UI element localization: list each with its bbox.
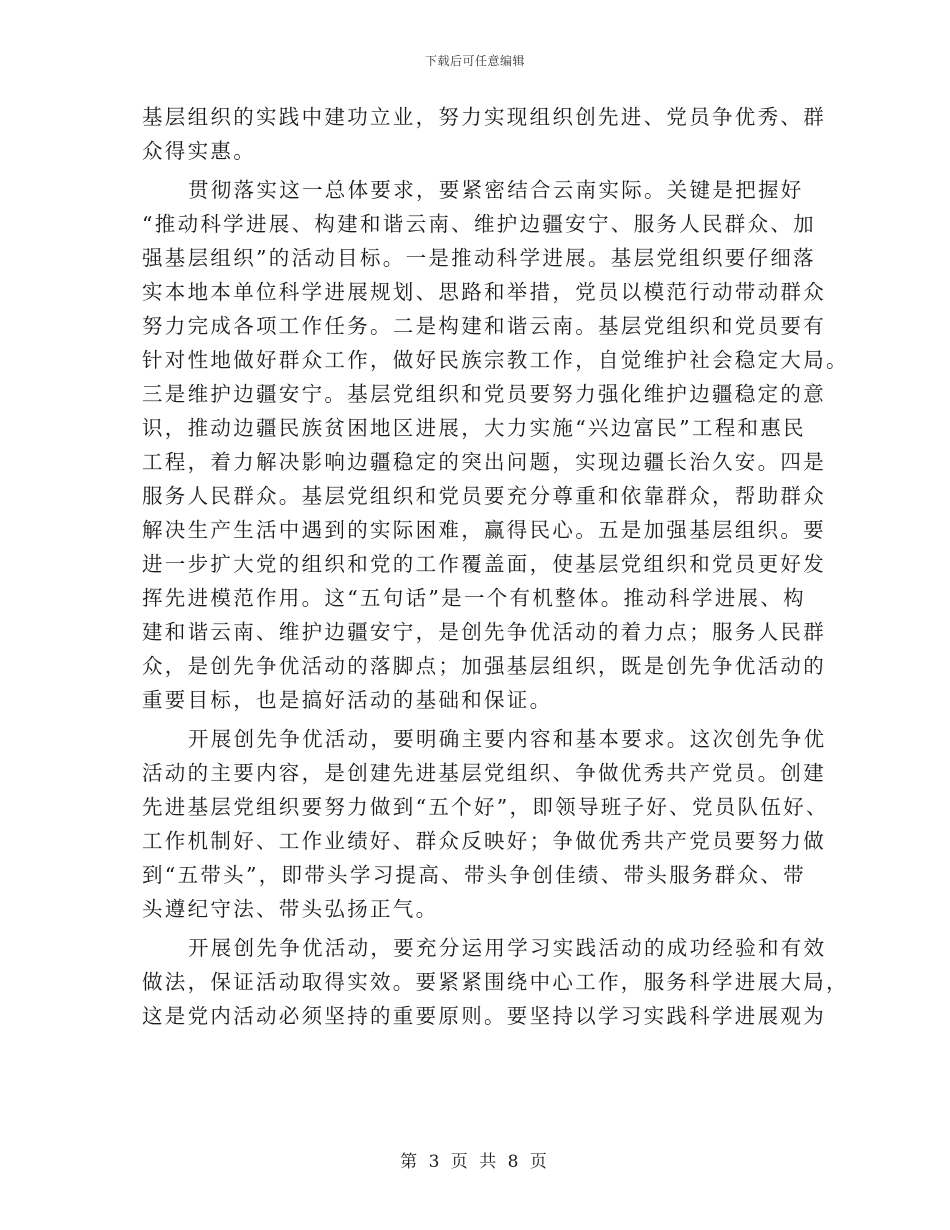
paragraph-2 [142,173,849,717]
text-line: 先进基层党组织要努力做到“五个好”，即领导班子好、党员队伍好、 [142,795,829,819]
text-line: 开展创先争优活动，要明确主要内容和基本要求。这次创先争优 [188,727,827,751]
text-line: 解决生产生活中遇到的实际困难，赢得民心。五是加强基层组织。要 [142,518,826,542]
paragraph-4 [142,931,849,1033]
text-line: 实本地本单位科学进展规划、思路和举措，党员以模范行动带动群众 [142,280,826,304]
text-line: 众，是创先争优活动的落脚点；加强基层组织，既是创先争优活动的 [142,654,826,678]
text-line: 基层组织的实践中建功立业，努力实现组织创先进、党员争优秀、群 [142,105,826,129]
text-line: 识，推动边疆民族贫困地区进展，大力实施“兴边富民”工程和惠民 [142,416,806,440]
paragraph-3 [142,722,829,926]
text-line: 三是维护边疆安宁。基层党组织和党员要努力强化维护边疆稳定的意 [142,382,826,406]
text-line: 强基层组织”的活动目标。一是推动科学进展。基层党组织要仔细落 [142,246,816,270]
text-line: 针对性地做好群众工作，做好民族宗教工作，自觉维护社会稳定大局。 [142,348,849,372]
text-line: 活动的主要内容，是创建先进基层党组织、争做优秀共产党员。创建 [142,761,826,785]
text-line: 工程，着力解决影响边疆稳定的突出问题，实现边疆长治久安。四是 [142,450,826,474]
text-line: 努力完成各项工作任务。二是构建和谐云南。基层党组织和党员要有 [142,314,826,338]
text-line: 工作机制好、工作业绩好、群众反映好；争做优秀共产党员要努力做 [142,829,826,853]
text-line: 进一步扩大党的组织和党的工作覆盖面，使基层党组织和党员更好发 [142,552,826,576]
text-line: 头遵纪守法、带头弘扬正气。 [142,897,439,921]
text-line: “推动科学进展、构建和谐云南、维护边疆安宁、服务人民群众、加 [142,212,816,236]
text-line: 这是党内活动必须坚持的重要原则。要坚持以学习实践科学进展观为 [142,1004,826,1028]
paragraph-1 [142,100,826,168]
text-line: 服务人民群众。基层党组织和党员要充分尊重和依靠群众，帮助群众 [142,484,826,508]
text-line: 到“五带头”，即带头学习提高、带头争创佳绩、带头服务群众、带 [142,863,806,887]
document-body [142,100,849,1038]
text-line: 重要目标，也是搞好活动的基础和保证。 [142,688,553,712]
text-line: 众得实惠。 [142,139,256,163]
page-header: 下载后可任意编辑 [424,54,525,68]
text-line: 开展创先争优活动，要充分运用学习实践活动的成功经验和有效 [188,936,827,960]
text-line: 挥先进模范作用。这“五句话”是一个有机整体。推动科学进展、构 [142,586,806,610]
page-number-footer: 第 3 页 共 8 页 [400,1152,550,1172]
text-line: 做法，保证活动取得实效。要紧紧围绕中心工作，服务科学进展大局， [142,970,849,994]
text-line: 贯彻落实这一总体要求，要紧密结合云南实际。关键是把握好 [188,178,804,202]
text-line: 建和谐云南、维护边疆安宁，是创先争优活动的着力点；服务人民群 [142,620,826,644]
